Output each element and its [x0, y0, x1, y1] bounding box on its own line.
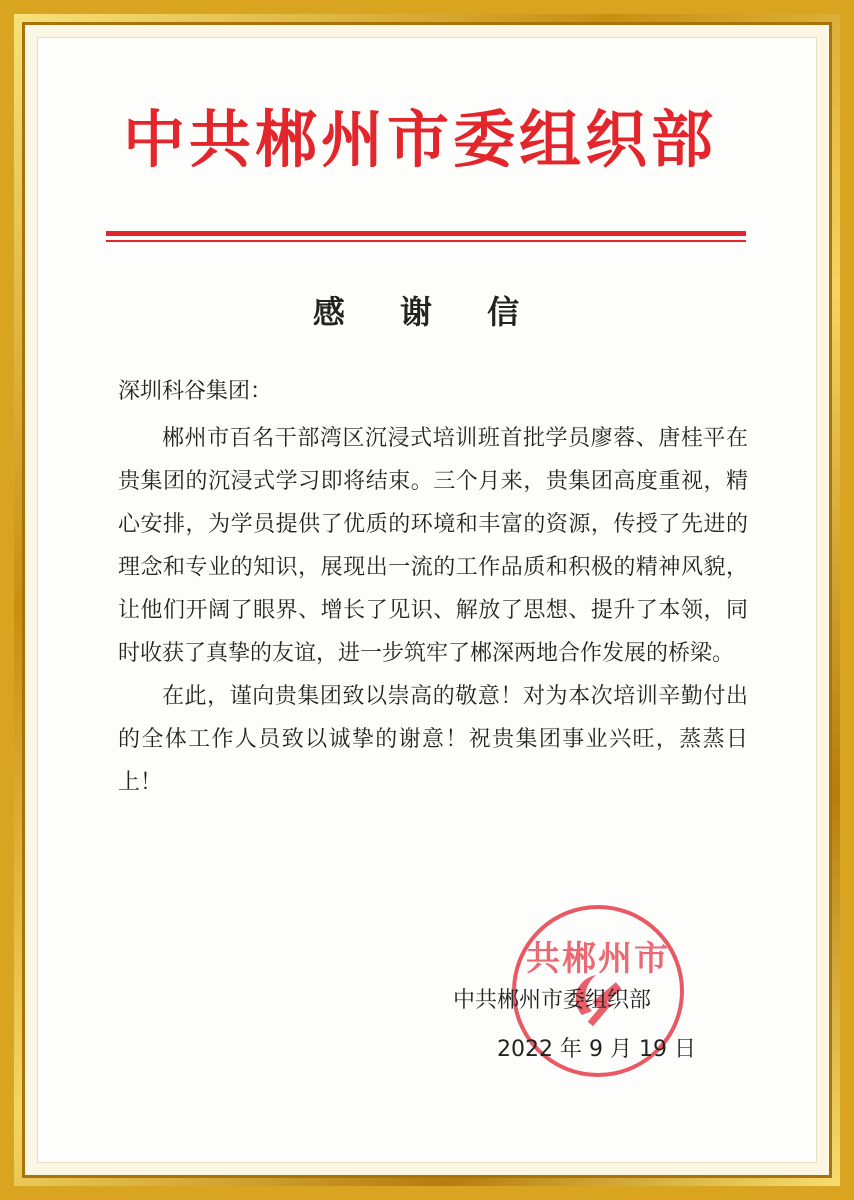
letterhead-rule-thin [106, 240, 746, 242]
letter-title: 感 谢 信 [312, 293, 542, 331]
signature-date: 2022 年 9 月 19 日 [497, 1037, 696, 1062]
salutation: 深圳科谷集团： [118, 379, 273, 404]
signature-organization: 中共郴州市委组织部 [453, 988, 652, 1013]
seal-lettering: 共郴州市 [526, 939, 670, 979]
paragraph-2: 在此，谨向贵集团致以崇高的敬意！对为本次培训辛勤付出的全体工作人员致以诚挚的谢意！祝贵集团事业兴旺，蒸蒸日上！ [118, 684, 748, 795]
letterhead-rule-thick [106, 231, 746, 236]
paragraph-1: 郴州市百名干部湾区沉浸式培训班首批学员廖蓉、唐桂平在贵集团的沉浸式学习即将结束。三个月来，贵集团高度重视，精心安排，为学员提供了优质的环境和丰富的资源，传授了先进的理念和专业的知识，展现出一流的工作品质和积极的精神风貌，让他们开阔了眼界、增长了见识、解放了思想、提升了本领，同时收获了真挚的友谊，进一步筑牢了郴深两地合作发展的桥梁。 [118, 426, 748, 666]
letterhead-title: 中共郴州市委组织部 [122, 103, 717, 176]
letter-body [118, 370, 748, 804]
